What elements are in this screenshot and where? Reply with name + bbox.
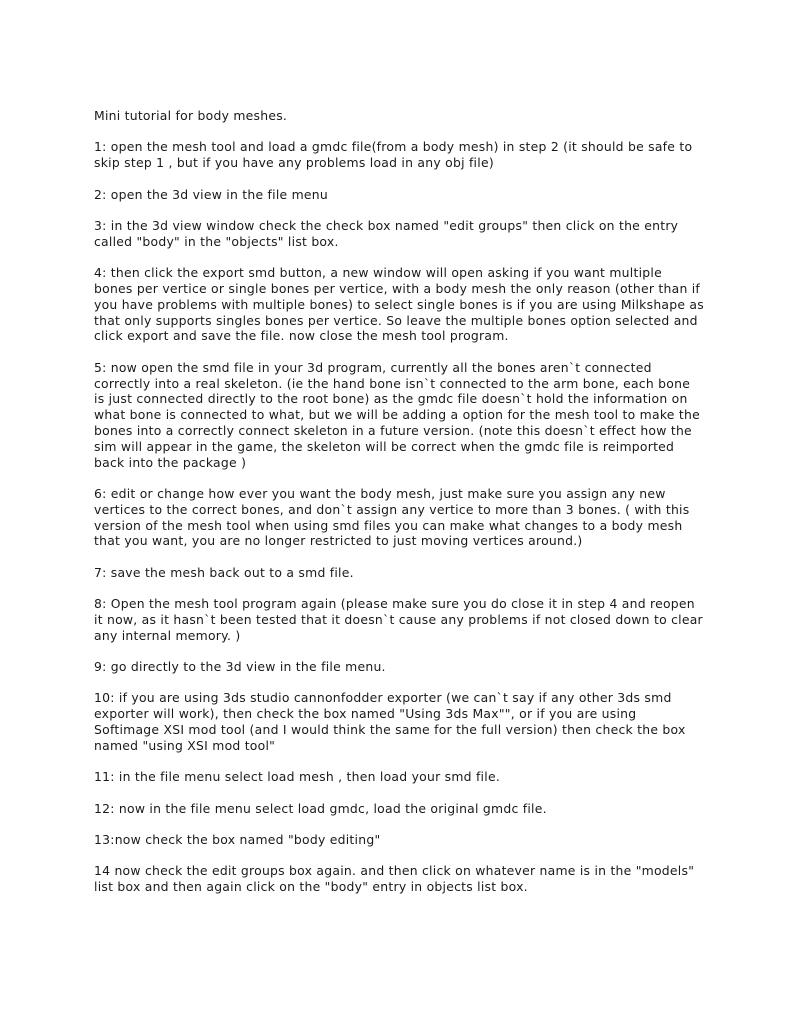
step-9: 9: go directly to the 3d view in the file menu.: [94, 659, 386, 675]
step-6: 6: edit or change how ever you want the body mesh, just make sure you assign any new vertices to the correct bones, and don`t assign any vertice to more than 3 bones. ( with this version of the mesh tool when using smd files you can make what changes to a body mesh that you want, you are no longer restricted to just moving vertices around.): [94, 485, 690, 549]
step-1: 1: open the mesh tool and load a gmdc file(from a body mesh) in step 2 (it should be safe to skip step 1 , but if you have any problems load in any obj file): [94, 139, 693, 171]
step-7: 7: save the mesh back out to a smd file.: [94, 564, 354, 580]
step-5: 5: now open the smd file in your 3d program, currently all the bones aren`t connected correctly into a real skeleton. (ie the hand bone isn`t connected to the arm bone, each bone is just connected directly to the root bone) as the gmdc file doesn`t hold the information on what bone is connected to what, but we will be adding a option for the mesh tool to make the bones into a correctly connect skeleton in a future version. (note this doesn`t effect how the sim will appear in the game, the skeleton will be correct when the gmdc file is reimported back into the package ): [94, 359, 700, 470]
step-8: 8: Open the mesh tool program again (please make sure you do close it in step 4 and reopen it now, as it hasn`t been tested that it doesn`t cause any problems if not closed down to clear any internal memory. ): [94, 596, 703, 643]
step-2: 2: open the 3d view in the file menu: [94, 186, 329, 202]
step-3: 3: in the 3d view window check the check box named "edit groups" then click on the entry called "body" in the "objects" list box.: [94, 217, 679, 249]
step-13: 13:now check the box named "body editing": [94, 832, 381, 848]
step-10: 10: if you are using 3ds studio cannonfodder exporter (we can`t say if any other 3ds smd exporter will work), then check the box named "Using 3ds Max"", or if you are using Softimage XSI mod tool (and I would think the same for the full version) then check the box named "using XSI mod tool": [94, 690, 686, 753]
step-14: 14 now check the edit groups box again. and then click on whatever name is in the "models" list box and then again click on the "body" entry in objects list box.: [94, 863, 695, 895]
step-4: 4: then click the export smd button, a new window will open asking if you want multiple bones per vertice or single bones per vertice, with a body mesh the only reason (other than if you have problems with multiple bones) to select single bones is if you are using Milkshape as that only supports singles bones per vertice. So leave the multiple bones option selected and click export and save the file. now close the mesh tool program.: [94, 265, 704, 344]
document-title: Mini tutorial for body meshes.: [94, 108, 288, 123]
document-body: [94, 108, 704, 911]
step-12: 12: now in the file menu select load gmdc, load the original gmdc file.: [94, 800, 547, 816]
step-11: 11: in the file menu select load mesh , then load your smd file.: [94, 769, 501, 785]
